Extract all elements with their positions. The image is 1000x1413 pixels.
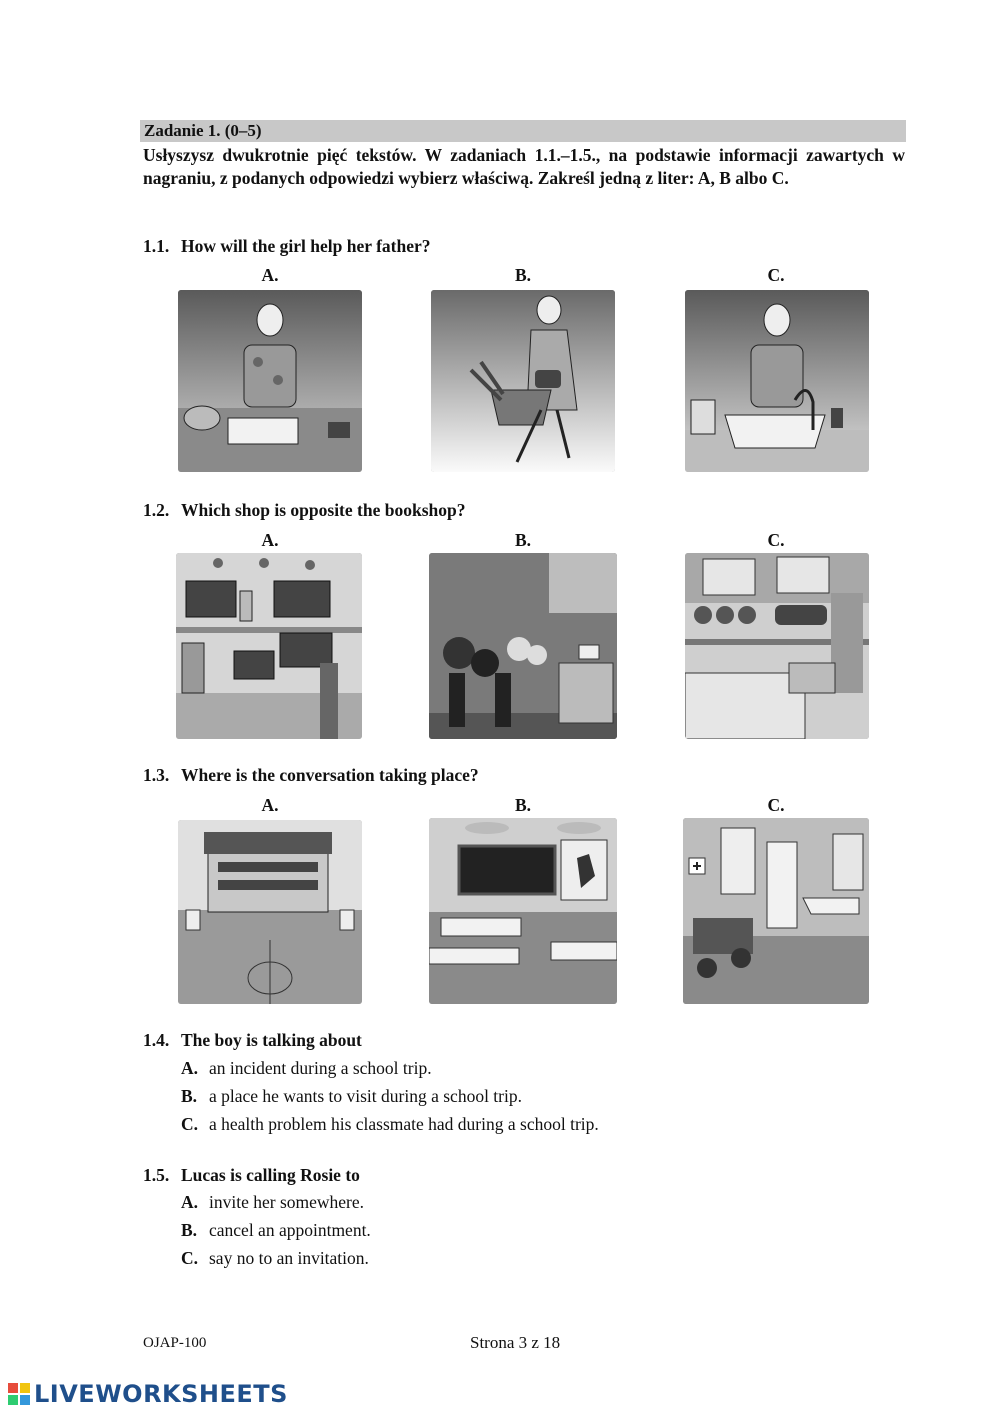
page-number: Strona 3 z 18 [470,1333,561,1352]
option-letter-a[interactable]: A. [261,795,279,815]
liveworksheets-logo[interactable] [8,1380,288,1408]
exam-code: OJAP-100 [143,1335,207,1351]
question-text: Which shop is opposite the bookshop? [181,500,466,520]
question-number: 1.1. [143,236,170,256]
option-letter: A. [181,1192,199,1212]
question-text: Lucas is calling Rosie to [181,1165,360,1185]
question-text: Where is the conversation taking place? [181,765,479,785]
option-text: cancel an appointment. [209,1220,371,1240]
image-girl-cooking[interactable] [178,290,362,472]
question-number: 1.2. [143,500,170,520]
option-letter: B. [181,1086,198,1106]
logo-text: LIVEWORKSHEETS [34,1380,288,1408]
option-text: a place he wants to visit during a school trip. [209,1086,522,1106]
question-number: 1.5. [143,1165,170,1185]
task-title: Zadanie 1. (0–5) [144,121,262,140]
option-letter-b[interactable]: B. [514,530,532,550]
question-text: The boy is talking about [181,1030,362,1050]
image-school-yard[interactable] [178,820,362,1004]
task-instructions: Usłyszysz dwukrotnie pięć tekstów. W zadaniach 1.1.–1.5., na podstawie informacji zawartych w nagraniu, z podanych odpowiedzi wybierz właściwą. Zakreśl jedną z liter: A, B albo C. [143,145,905,188]
option-letter: A. [181,1058,199,1078]
option-a[interactable] [181,1058,432,1079]
option-letter-a[interactable]: A. [261,530,279,550]
image-computer-shop[interactable] [176,553,362,739]
option-b[interactable] [181,1086,522,1107]
option-c[interactable] [181,1248,369,1269]
question-1-2 [143,500,465,521]
image-school-nurse-office[interactable] [683,818,869,1004]
option-letter-c[interactable]: C. [767,265,785,285]
option-text: say no to an invitation. [209,1248,369,1268]
image-classroom[interactable] [429,818,617,1004]
option-letter: C. [181,1114,199,1134]
question-1-1 [143,236,431,257]
option-letter-a[interactable]: A. [261,265,279,285]
option-a[interactable] [181,1192,364,1213]
question-1-4 [143,1030,362,1051]
option-letter-b[interactable]: B. [514,265,532,285]
image-girl-washing-dishes[interactable] [685,290,869,472]
question-1-3 [143,765,479,786]
question-text: How will the girl help her father? [181,236,431,256]
logo-icon [8,1383,30,1405]
option-text: invite her somewhere. [209,1192,365,1212]
image-flower-shop[interactable] [429,553,617,739]
task-header-bar [140,120,906,142]
option-letter-c[interactable]: C. [767,795,785,815]
option-letter: B. [181,1220,198,1240]
option-b[interactable] [181,1220,371,1241]
image-bakery[interactable] [685,553,869,739]
question-number: 1.4. [143,1030,170,1050]
image-girl-shopping[interactable] [431,290,615,472]
option-letter-b[interactable]: B. [514,795,532,815]
option-text: an incident during a school trip. [209,1058,432,1078]
option-letter: C. [181,1248,199,1268]
question-number: 1.3. [143,765,170,785]
option-letter-c[interactable]: C. [767,530,785,550]
question-1-5 [143,1165,360,1186]
option-c[interactable] [181,1114,599,1135]
option-text: a health problem his classmate had during a school trip. [209,1114,599,1134]
